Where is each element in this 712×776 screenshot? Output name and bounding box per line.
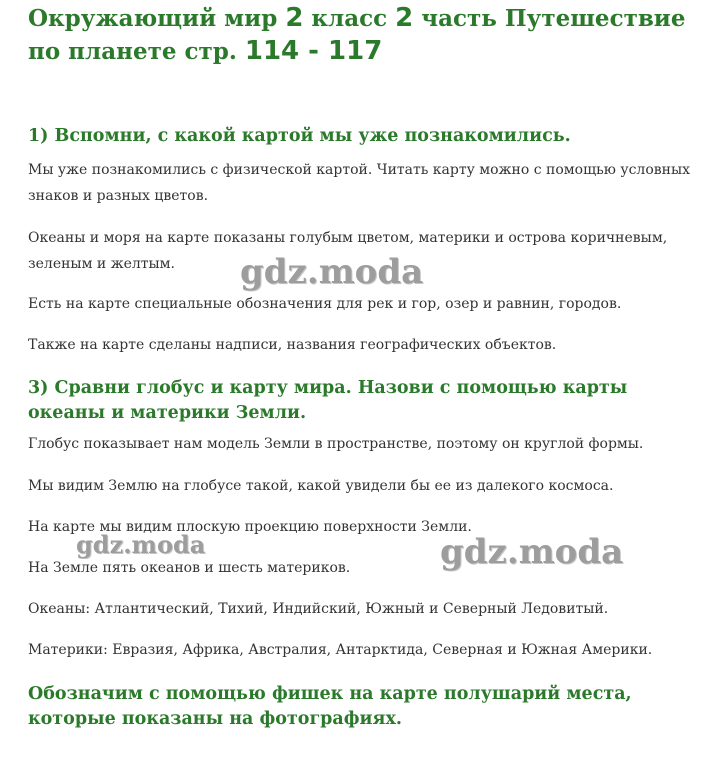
page-title	[28, 2, 698, 68]
watermark-logo: gdz.moda	[440, 532, 624, 572]
watermark-logo: gdz.moda	[76, 530, 206, 559]
title-text-3: часть Путешествие по планете стр.	[28, 5, 686, 65]
section3-paragraph-1: Глобус показывает нам модель Земли в пространстве, поэтому он круглой формы.	[28, 436, 644, 452]
title-part-number: 2	[395, 3, 414, 33]
section1-heading: 1) Вспомни, с какой картой мы уже познакомились.	[28, 126, 571, 146]
section3-paragraph-2: Мы видим Землю на глобусе такой, какой увидели бы ее из далекого космоса.	[28, 478, 614, 494]
title-text-1: Окружающий мир	[28, 5, 286, 32]
section3-paragraph-3: На карте мы видим плоскую проекцию поверхности Земли.	[28, 519, 472, 535]
title-text-2: класс	[303, 5, 396, 32]
title-page-range: 114 - 117	[244, 36, 383, 66]
section1-paragraph-2: Океаны и моря на карте показаны голубым цветом, материки и острова коричневым, зеленым и желтым.	[28, 230, 668, 272]
section4-heading: Обозначим с помощью фишек на карте полушарий места, которые показаны на фотографиях.	[28, 684, 632, 729]
section1-paragraph-4: Также на карте сделаны надписи, названия географических объектов.	[28, 337, 557, 353]
watermark-logo: gdz.moda	[240, 252, 424, 292]
section1-paragraph-3: Есть на карте специальные обозначения для рек и гор, озер и равнин, городов.	[28, 296, 622, 312]
section1-paragraph-1: Мы уже познакомились с физической картой. Читать карту можно с помощью условных знаков и разных цветов.	[28, 162, 690, 204]
section3-paragraph-5: Океаны: Атлантический, Тихий, Индийский, Южный и Северный Ледовитый.	[28, 601, 609, 617]
section3-heading: 3) Сравни глобус и карту мира. Назови с помощью карты океаны и материки Земли.	[28, 378, 628, 423]
title-grade-number: 2	[285, 3, 304, 33]
section3-paragraph-6: Материки: Евразия, Африка, Австралия, Антарктида, Северная и Южная Америки.	[28, 642, 653, 658]
section3-paragraph-4: На Земле пять океанов и шесть материков.	[28, 560, 351, 576]
